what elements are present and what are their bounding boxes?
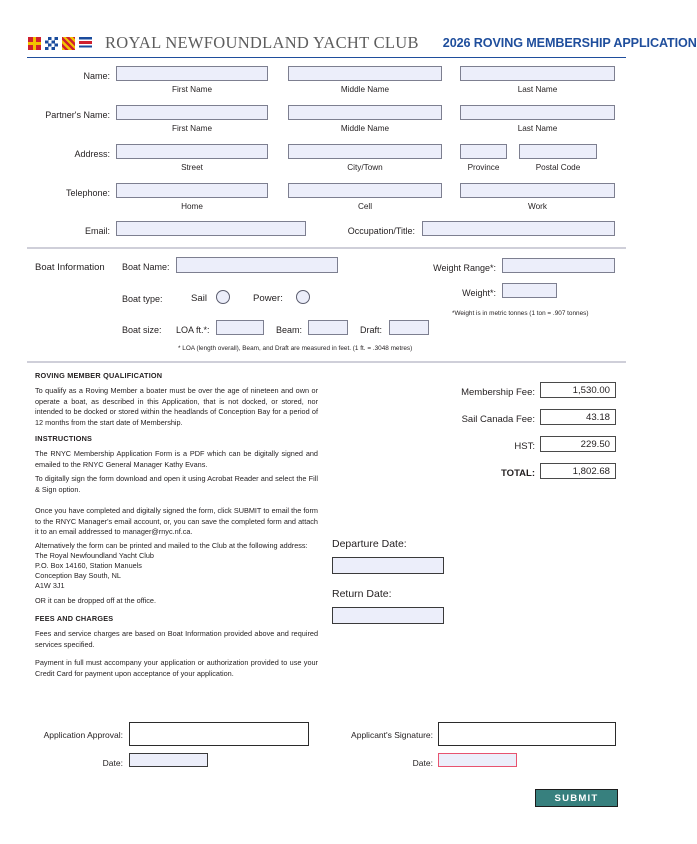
applicant-date-label: Date: [412, 758, 433, 768]
fees-charges-p2: Payment in full must accompany your application or authorization provided to use your Credit Card for payment upon acceptance of your application. [35, 658, 318, 678]
postal-code-caption: Postal Code [535, 163, 581, 172]
last-name-input[interactable] [460, 66, 615, 81]
submit-button[interactable]: SUBMIT [535, 789, 618, 807]
instructions-p2: To digitally sign the form download and open it using Acrobat Reader and select the Fill & Sign option. [35, 474, 318, 494]
instructions-dropoff: OR it can be dropped off at the office. [35, 596, 157, 605]
name-label: Name: [83, 71, 110, 81]
address-label: Address: [74, 149, 110, 159]
city-input[interactable] [288, 144, 442, 159]
partner-first-name-input[interactable] [116, 105, 268, 120]
membership-fee-label: Membership Fee: [461, 387, 535, 398]
power-label: Power: [253, 293, 283, 304]
approval-date-input[interactable] [129, 753, 208, 767]
partner-last-name-input[interactable] [460, 105, 615, 120]
applicant-date-input[interactable] [438, 753, 517, 767]
instructions-p1: The RNYC Membership Application Form is a PDF which can be digitally signed and emailed to the RNYC General Manager Kathy Evans. [35, 449, 318, 469]
club-address-line3: Conception Bay South, NL [35, 571, 121, 580]
postal-code-input[interactable] [519, 144, 597, 159]
power-radio[interactable] [296, 290, 310, 304]
email-label: Email: [84, 226, 110, 236]
hst-value[interactable]: 229.50 [540, 436, 616, 452]
total-label: TOTAL: [501, 468, 535, 479]
flag-y-icon [61, 36, 76, 51]
draft-input[interactable] [389, 320, 429, 335]
sail-canada-fee-value[interactable]: 43.18 [540, 409, 616, 425]
street-caption: Street [181, 163, 203, 172]
signal-flags-logo [27, 36, 93, 51]
divider-qualification-top [27, 361, 626, 363]
middle-name-caption: Middle Name [340, 85, 390, 94]
first-name-caption: First Name [171, 85, 213, 94]
instructions-heading: INSTRUCTIONS [35, 434, 93, 443]
boat-name-label: Boat Name: [122, 262, 170, 272]
occupation-input[interactable] [422, 221, 615, 236]
header-rule [27, 57, 626, 58]
club-address-line2: P.O. Box 14160, Station Manuels [35, 561, 142, 570]
email-input[interactable] [116, 221, 306, 236]
fees-charges-p1: Fees and service charges are based on Boat Information provided above and required services specified. [35, 629, 318, 649]
departure-date-label: Departure Date: [332, 538, 407, 550]
weight-label: Weight*: [462, 288, 496, 298]
middle-name-input[interactable] [288, 66, 442, 81]
loa-input[interactable] [216, 320, 264, 335]
partner-middle-name-input[interactable] [288, 105, 442, 120]
telephone-label: Telephone: [65, 188, 110, 198]
street-input[interactable] [116, 144, 268, 159]
qualification-body: To qualify as a Roving Member a boater must be over the age of nineteen and own or operate a boat, as described in this Application, that is not docked, or stored, nor intended to be docked or stored within the headlands of Conception Bay for a period of 12 months from the start date of Membership. [35, 386, 318, 427]
weight-input[interactable] [502, 283, 557, 298]
boat-type-label: Boat type: [122, 294, 163, 304]
divider-boat-top [27, 247, 626, 249]
province-caption: Province [467, 163, 500, 172]
home-phone-caption: Home [181, 202, 203, 211]
boat-name-input[interactable] [176, 257, 338, 273]
application-approval-input[interactable] [129, 722, 309, 746]
page-title: 2026 ROVING MEMBERSHIP APPLICATION [442, 36, 697, 50]
partner-first-name-caption: First Name [171, 124, 213, 133]
weight-range-input[interactable] [502, 258, 615, 273]
flag-n-icon [44, 36, 59, 51]
partner-last-name-caption: Last Name [517, 124, 558, 133]
loa-label: LOA ft.*: [176, 325, 210, 335]
boat-size-label: Boat size: [122, 325, 162, 335]
sail-radio[interactable] [216, 290, 230, 304]
first-name-input[interactable] [116, 66, 268, 81]
approval-date-label: Date: [102, 758, 123, 768]
work-phone-caption: Work [528, 202, 547, 211]
city-caption: City/Town [347, 163, 383, 172]
hst-label: HST: [514, 441, 535, 452]
flag-c-icon [78, 36, 93, 51]
boat-information-label: Boat Information [35, 262, 105, 273]
province-input[interactable] [460, 144, 507, 159]
partner-name-label: Partner's Name: [45, 110, 110, 120]
cell-phone-caption: Cell [357, 202, 373, 211]
partner-middle-name-caption: Middle Name [340, 124, 390, 133]
last-name-caption: Last Name [517, 85, 558, 94]
occupation-label: Occupation/Title: [347, 226, 415, 236]
cell-phone-input[interactable] [288, 183, 442, 198]
weight-footnote: *Weight is in metric tonnes (1 ton = .907 tonnes) [452, 310, 589, 317]
return-date-label: Return Date: [332, 588, 392, 600]
page-header [0, 28, 697, 58]
work-phone-input[interactable] [460, 183, 615, 198]
departure-date-input[interactable] [332, 557, 444, 574]
weight-range-label: Weight Range*: [433, 263, 496, 273]
return-date-input[interactable] [332, 607, 444, 624]
fees-charges-heading: FEES AND CHARGES [35, 614, 114, 623]
club-address-line4: A1W 3J1 [35, 581, 65, 590]
sail-canada-fee-label: Sail Canada Fee: [461, 414, 535, 425]
club-address-line1: The Royal Newfoundland Yacht Club [35, 551, 154, 560]
beam-label: Beam: [276, 325, 303, 335]
home-phone-input[interactable] [116, 183, 268, 198]
sail-label: Sail [191, 293, 207, 304]
beam-input[interactable] [308, 320, 348, 335]
instructions-mail-intro: Alternatively the form can be printed and mailed to the Club at the following address: [35, 541, 308, 550]
application-approval-label: Application Approval: [43, 730, 123, 740]
applicant-signature-label: Applicant's Signature: [351, 730, 433, 740]
total-value[interactable]: 1,802.68 [540, 463, 616, 479]
qualification-heading: ROVING MEMBER QUALIFICATION [35, 371, 163, 380]
club-name: ROYAL NEWFOUNDLAND YACHT CLUB [105, 33, 419, 52]
flag-r-icon [27, 36, 42, 51]
applicant-signature-input[interactable] [438, 722, 616, 746]
draft-label: Draft: [360, 325, 383, 335]
boat-size-footnote: * LOA (length overall), Beam, and Draft are measured in feet. (1 ft. = .3048 metres) [178, 345, 413, 352]
membership-fee-value[interactable]: 1,530.00 [540, 382, 616, 398]
instructions-p3: Once you have completed and digitally signed the form, click SUBMIT to email the form to the RNYC Manager's email account, or, you can save the completed form and attach it to an email addressed to manager@rnyc.nf.ca. [35, 506, 318, 537]
